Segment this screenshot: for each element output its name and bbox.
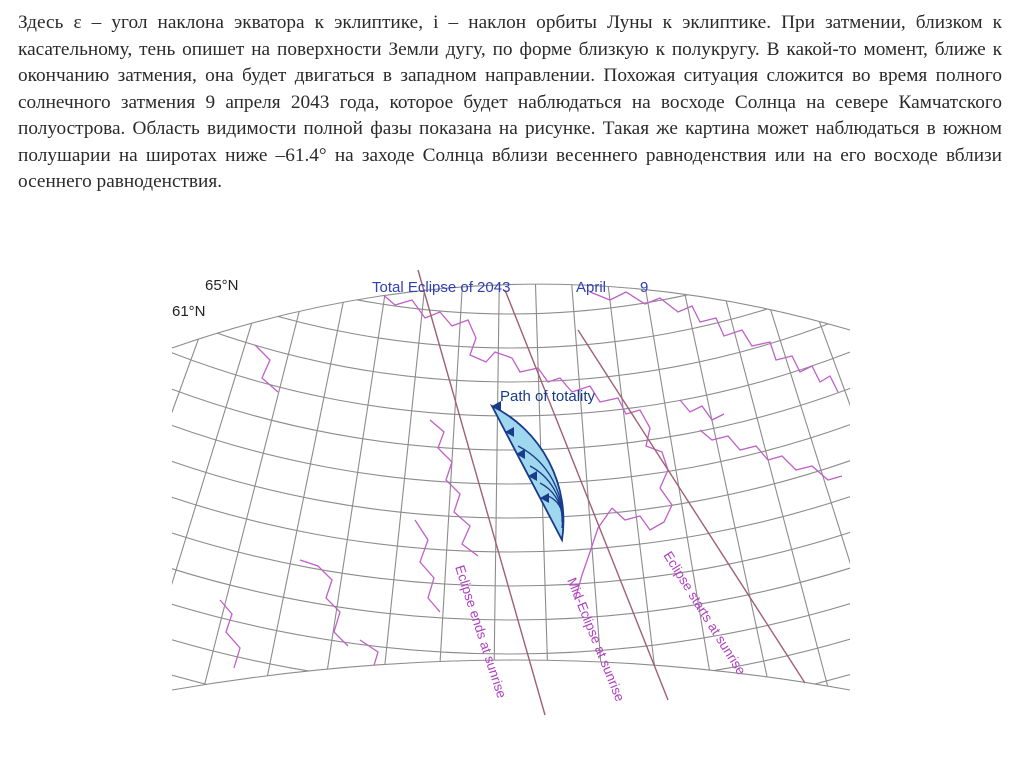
alaska-coast	[760, 300, 842, 322]
chukotka-coast	[590, 292, 838, 392]
eclipse-starts-label: Eclipse starts at sunrise	[660, 548, 749, 678]
sakhalin-coast	[415, 520, 440, 612]
map-title	[372, 279, 648, 296]
eclipse-ends-label: Eclipse ends at sunrise	[452, 563, 510, 700]
paragraph: Здесь ε – угол наклона экватора к эклиптике, i – наклон орбиты Луны к эклиптике. При затмении, близком к касательному, тень опишет на поверхности Земли дугу, по форме близкую к полукругу. В какой-то момент, ближе к окончанию затмения, она будет двигаться в западном направлении. Похожая ситуация сложится во время полного солнечного затмения 9 апреля 2043 года, которое будет наблюдаться на восходе Солнца на севере Камчатского полуострова. Область видимости полной фазы показана на рисунке. Такая же картина может наблюдаться в южном полушарии на широтах ниже –61.4° на заходе Солнца вблизи весеннего равноденствия или на его восходе вблизи осеннего равноденствия.	[18, 12, 1002, 192]
title-month: April	[576, 279, 607, 296]
bering-coast	[680, 400, 724, 420]
eclipse-starts-line	[578, 330, 805, 683]
lat-label-65: 65°N	[205, 277, 239, 294]
title-day: 9	[640, 279, 649, 296]
title-total: Total Eclipse of 2043	[372, 279, 511, 296]
path-of-totality	[492, 401, 563, 540]
lat-label-61: 61°N	[172, 303, 206, 320]
okhotsk-coast	[430, 420, 478, 556]
mid-eclipse-label: Mid-Eclipse at sunrise	[564, 575, 628, 704]
totality-region	[492, 406, 563, 540]
path-of-totality-label: Path of totality	[500, 388, 596, 405]
mid-eclipse-line	[505, 290, 668, 700]
west-coast	[255, 345, 278, 392]
